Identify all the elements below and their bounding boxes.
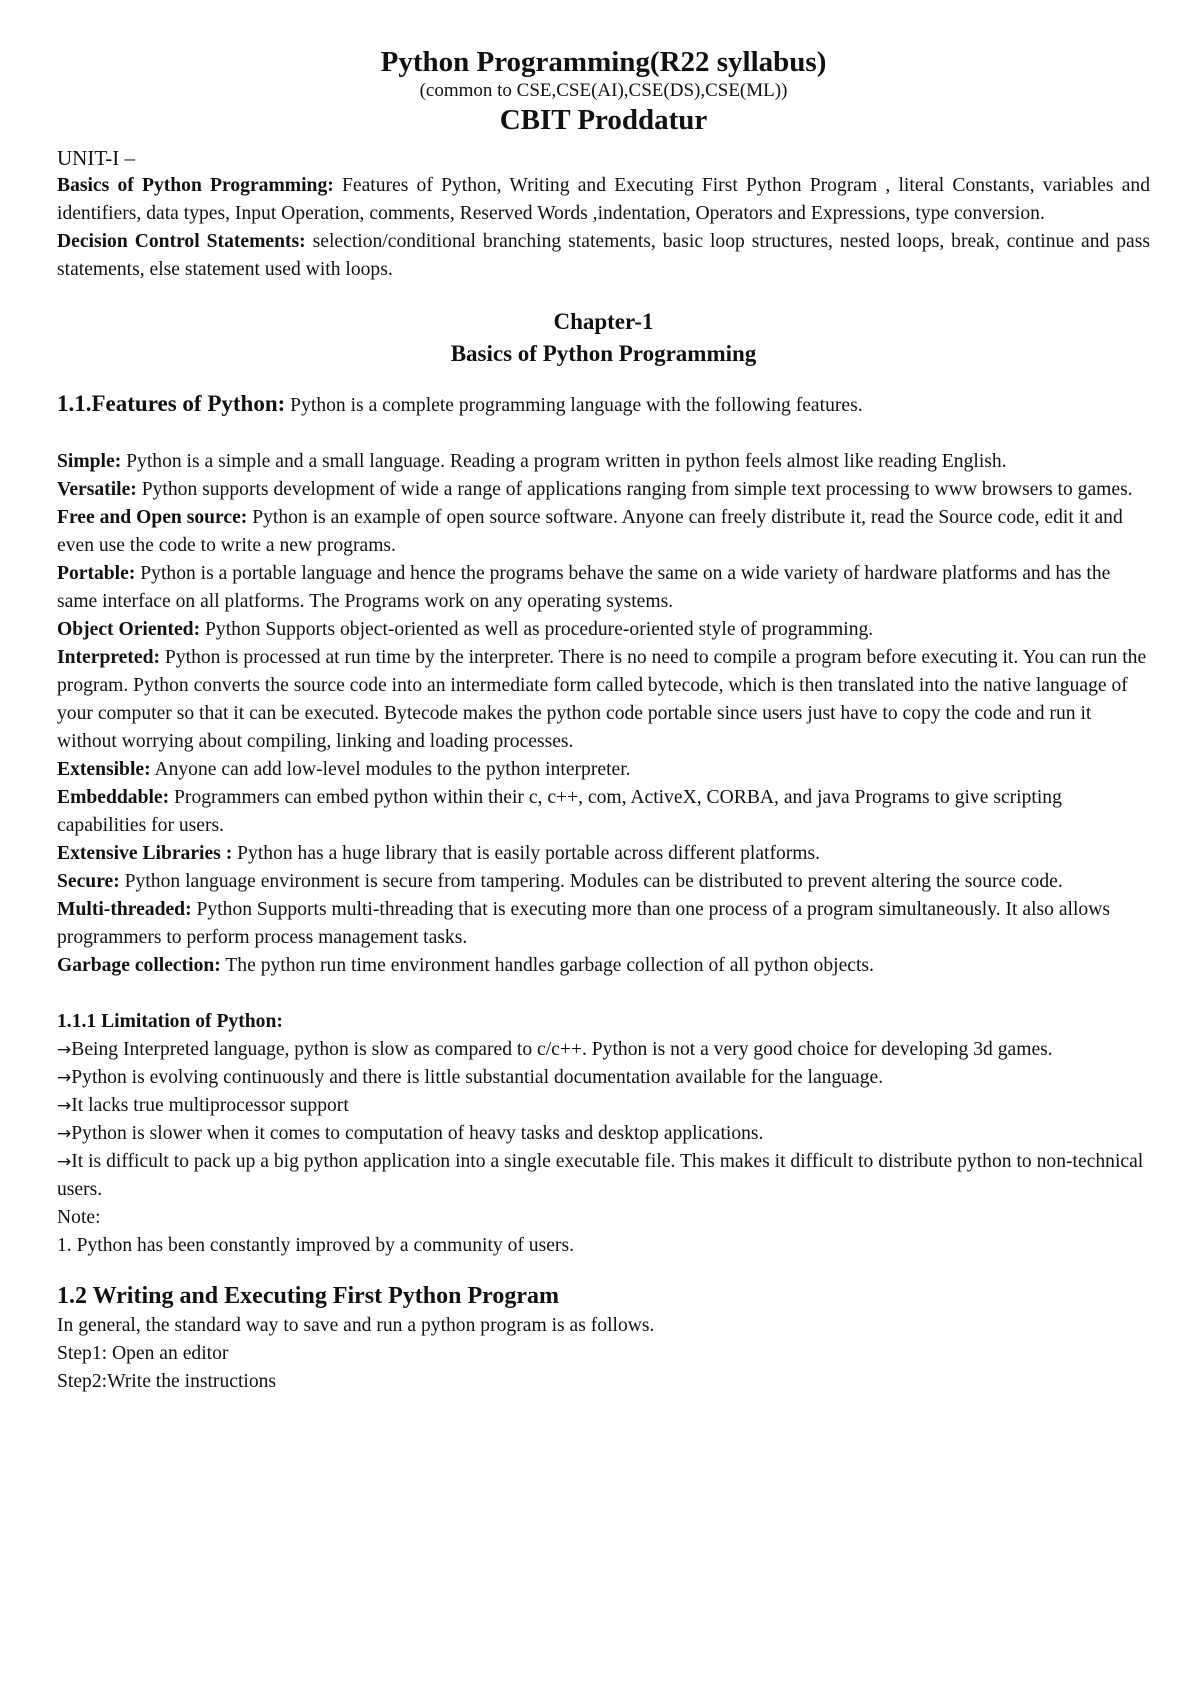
arrow-right-icon: → [57, 1124, 72, 1144]
feature-text: The python run time environment handles garbage collection of all python objects. [220, 955, 874, 976]
chapter-number: Chapter-1 [553, 309, 654, 334]
feature-text: Python Supports object-oriented as well as procedure-oriented style of programming. [200, 619, 874, 640]
feature-text: Programmers can embed python within their c, c++, com, ActiveX, CORBA, and java Programs to give scripting capabilities for users. [57, 787, 1062, 836]
feature-label: Multi-threaded: [57, 899, 192, 920]
chapter-title: Basics of Python Programming [450, 341, 757, 366]
limitation-text: Being Interpreted language, python is slow as compared to c/c++. Python is not a very good choice for developing 3d games. [71, 1039, 1053, 1060]
feature-label: Portable: [57, 563, 136, 584]
feature-text: Python is an example of open source software. Anyone can freely distribute it, read the Source code, edit it and even use the code to write a new programs. [57, 507, 1123, 556]
unit-topic [57, 228, 1150, 284]
unit-topic-label: Decision Control Statements: [57, 231, 306, 252]
arrow-right-icon: → [57, 1040, 72, 1060]
limitation-item [57, 1148, 1150, 1204]
feature-item [57, 896, 1150, 952]
feature-item [57, 868, 1150, 896]
chapter-heading [57, 306, 1150, 370]
unit-topics [57, 172, 1150, 284]
feature-text: Anyone can add low-level modules to the python interpreter. [150, 759, 631, 780]
feature-item [57, 476, 1150, 504]
feature-label: Garbage collection: [57, 955, 221, 976]
features-list [57, 448, 1150, 980]
feature-label: Extensive Libraries : [57, 843, 233, 864]
feature-text: Python language environment is secure from tampering. Modules can be distributed to prevent altering the source code. [119, 871, 1063, 892]
feature-item [57, 616, 1150, 644]
note-item: 1. Python has been constantly improved by a community of users. [57, 1235, 574, 1256]
section-1-2-heading: 1.2 Writing and Executing First Python Program [57, 1283, 560, 1309]
step-item: Step2:Write the instructions [57, 1371, 277, 1392]
note-label: Note: [57, 1207, 101, 1228]
limitation-text: It lacks true multiprocessor support [71, 1095, 349, 1116]
feature-item [57, 952, 1150, 980]
feature-label: Secure: [57, 871, 120, 892]
section-1-2-intro: In general, the standard way to save and run a python program is as follows. [57, 1315, 655, 1336]
limitation-item [57, 1036, 1150, 1064]
feature-label: Embeddable: [57, 787, 170, 808]
feature-text: Python is a simple and a small language. Reading a program written in python feels almost like reading English. [121, 451, 1007, 472]
limitation-text: Python is slower when it comes to computation of heavy tasks and desktop applications. [71, 1123, 764, 1144]
feature-item [57, 784, 1150, 840]
document-header [57, 44, 1150, 138]
unit-topic-label: Basics of Python Programming: [57, 175, 334, 196]
arrow-right-icon: → [57, 1096, 72, 1116]
feature-item [57, 840, 1150, 868]
limitations-heading: 1.1.1 Limitation of Python: [57, 1011, 283, 1032]
feature-item [57, 756, 1150, 784]
feature-item [57, 448, 1150, 476]
feature-item [57, 644, 1150, 756]
limitation-item [57, 1120, 1150, 1148]
step-item: Step1: Open an editor [57, 1343, 229, 1364]
feature-label: Simple: [57, 451, 122, 472]
limitation-item [57, 1092, 1150, 1120]
feature-label: Extensible: [57, 759, 151, 780]
document-title: Python Programming(R22 syllabus) [380, 46, 827, 78]
unit-topic [57, 172, 1150, 228]
features-intro: Python is a complete programming language with the following features. [285, 395, 863, 416]
unit-label: UNIT-I – [57, 146, 135, 170]
arrow-right-icon: → [57, 1152, 72, 1172]
features-heading: 1.1.Features of Python: [57, 391, 286, 416]
limitation-item [57, 1064, 1150, 1092]
arrow-right-icon: → [57, 1068, 72, 1088]
college-name: CBIT Proddatur [499, 104, 708, 136]
feature-item [57, 504, 1150, 560]
feature-label: Versatile: [57, 479, 137, 500]
unit-topic-text: Features of Python, Writing and Executing First Python Program , literal Constants, variables and identifiers, data types, Input Operation, comments, Reserved Words ,indentation, Operators and Expressions, type conversion. [57, 175, 1150, 224]
feature-label: Object Oriented: [57, 619, 201, 640]
feature-text: Python is processed at run time by the interpreter. There is no need to compile a program before executing it. You can run the program. Python converts the source code into an intermediate form called bytecode, which is then translated into the native language of your computer so that it can be executed. Bytecode makes the python code portable since users just have to copy the code and run it without worrying about compiling, linking and loading processes. [57, 647, 1147, 752]
feature-text: Python supports development of wide a range of applications ranging from simple text processing to www browsers to games. [136, 479, 1133, 500]
document-subtitle: (common to CSE,CSE(AI),CSE(DS),CSE(ML)) [419, 80, 788, 101]
feature-label: Free and Open source: [57, 507, 248, 528]
feature-item [57, 560, 1150, 616]
feature-text: Python Supports multi-threading that is executing more than one process of a program simultaneously. It also allows programmers to perform process management tasks. [57, 899, 1110, 948]
limitations-section [57, 1008, 1150, 1260]
feature-text: Python has a huge library that is easily portable across different platforms. [232, 843, 821, 864]
section-1-2 [57, 1280, 1150, 1396]
feature-label: Interpreted: [57, 647, 161, 668]
feature-text: Python is a portable language and hence the programs behave the same on a wide variety of hardware platforms and has the same interface on all platforms. The Programs work on any operating systems. [57, 563, 1111, 612]
features-heading-line [57, 390, 1150, 420]
limitation-text: Python is evolving continuously and there is little substantial documentation available for the language. [71, 1067, 884, 1088]
unit-topic-text: selection/conditional branching statements, basic loop structures, nested loops, break, continue and pass statements, else statement used with loops. [57, 231, 1151, 280]
limitation-text: It is difficult to pack up a big python application into a single executable file. This makes it difficult to distribute python to non-technical users. [57, 1151, 1144, 1200]
